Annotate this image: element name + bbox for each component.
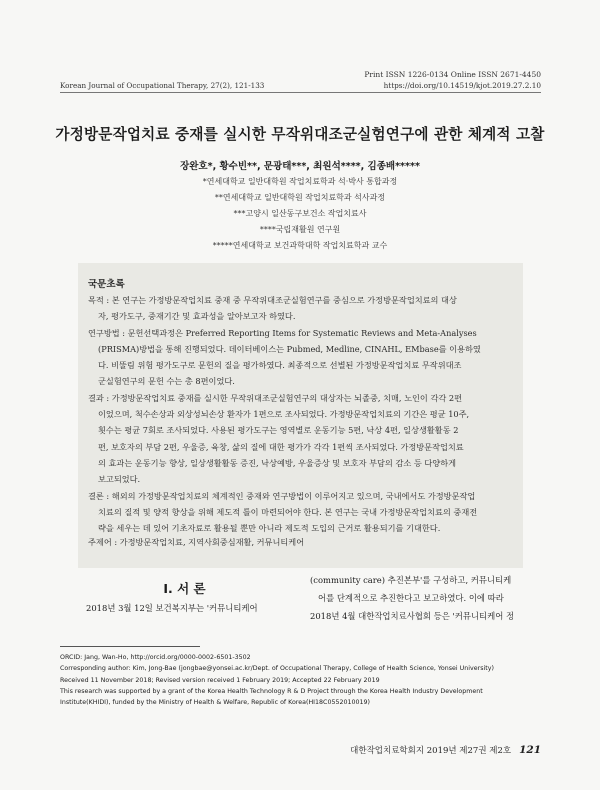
- affiliation-4: ****국립재활원 연구원: [259, 225, 341, 234]
- funding-note: This research was supported by a grant of the Korea Health Technology R & D Project through the Korea Health Industry Development: [60, 687, 483, 695]
- abstract-line: 의 효과는 운동기능 향상, 일상생활활동 증진, 낙상예방, 우울증상 및 보호자 부담의 감소 등 다양하게: [98, 457, 457, 468]
- affiliation-2: **연세대학교 일반대학원 작업치료학과 석사과정: [214, 193, 386, 202]
- paper-title: 가정방문작업치료 중재를 실시한 무작위대조군실험연구에 관한 체계적 고찰: [55, 126, 545, 143]
- intro-left-column: 2018년 3월 12일 보건복지부는 '커뮤니티케어: [86, 603, 258, 613]
- abstract-line: 략을 세우는 데 있어 기초자료로 활용될 뿐만 아니라 제도적 도입의 근거로 활용되기를 기대한다.: [98, 523, 441, 534]
- abstract-line: 목적 : 본 연구는 가정방문작업치료 중재 중 무작위대조군실험연구를 중심으로 가정방문작업치료의 대상: [88, 295, 457, 305]
- doi-link[interactable]: https://doi.org/10.14519/kjot.2019.27.2.10: [383, 81, 541, 90]
- affiliation-5: *****연세대학교 보건과학대학 작업치료학과 교수: [212, 241, 388, 250]
- issn-line: Print ISSN 1226-0134 Online ISSN 2671-4450: [364, 70, 541, 79]
- corresponding-author-note: Corresponding author: Kim, Jong-Bae (jongbae@yonsei.ac.kr/Dept. of Occupational Therapy, College of Health Science, Yonsei University): [60, 665, 494, 673]
- affiliation-3: ***고양시 일산동구보건소 작업치료사: [233, 209, 367, 218]
- abstract-line: 군실험연구의 문헌 수는 총 8편이었다.: [98, 376, 235, 387]
- abstract-line: 편, 보호자의 부담 2편, 우울증, 육창, 삶의 질에 대한 평가가 각각 1편씩 조사되었다. 가정방문작업치료: [98, 441, 464, 452]
- journal-citation: Korean Journal of Occupational Therapy, 27(2), 121-133: [60, 81, 265, 90]
- author-list: 장완호*, 황수빈**, 문광태***, 최원석****, 김종배*****: [180, 161, 420, 172]
- abstract-line: 이었으며, 척수손상과 외상성뇌손상 환자가 1편으로 조사되었다. 가정방문작업치료의 기간은 평균 10주,: [98, 409, 470, 420]
- abstract-line: 자, 평가도구, 중재기간 및 효과성을 알아보고자 하였다.: [98, 311, 296, 322]
- abstract-line: 연구방법 : 문헌선택과정은 Preferred Reporting Items for Systematic Reviews and Meta-Analyses: [88, 327, 477, 338]
- abstract-heading: 국문초록: [88, 279, 125, 290]
- abstract-line: 결론 : 해외의 가정방문작업치료의 체계적인 중재와 연구방법이 이루어지고 있으며, 국내에서도 가정방문작업: [88, 490, 476, 501]
- page-number: 121: [519, 744, 541, 756]
- abstract-line: 보고되었다.: [98, 474, 141, 485]
- abstract-line: 횟수는 평균 7회로 조사되었다. 사용된 평가도구는 영역별로 운동기능 5편, 낙상 4편, 일상생활활동 2: [98, 425, 459, 436]
- section-heading: Ⅰ. 서 론: [163, 581, 206, 596]
- abstract-line: 결과 : 가정방문작업치료 중재를 실시한 무작위대조군실험연구의 대상자는 뇌졸중, 치매, 노인이 각각 2편: [88, 392, 462, 403]
- received-dates-note: Received 11 November 2018; Revised version received 1 February 2019; Accepted 22 February 2019: [60, 676, 380, 684]
- body-line: 어를 단계적으로 추진한다고 보고하였다. 이에 따라: [318, 593, 504, 603]
- intro-right-column: [310, 571, 524, 625]
- orcid-note: ORCID: Jang, Wan-Ho, http://orcid.org/0000-0002-6501-3502: [60, 654, 251, 661]
- affiliation-1: *연세대학교 일반대학원 작업치료학과 석·박사 통합과정: [202, 177, 398, 186]
- abstract-body: [88, 292, 512, 536]
- footnote-rule: [60, 646, 200, 647]
- body-line: (community care) 추진본부'를 구성하고, 커뮤니티케: [310, 575, 512, 585]
- footer-journal: 대한작업치료학회지 2019년 제27권 제2호: [350, 746, 512, 756]
- header-rule: [60, 92, 541, 93]
- footnotes: [60, 652, 550, 708]
- keywords: 주제어 : 가정방문작업치료, 지역사회중심재활, 커뮤니티케어: [88, 537, 305, 547]
- funding-note-cont: Institute(KHIDI), funded by the Ministry of Health & Welfare, Republic of Korea(HI18C0552010019): [60, 699, 370, 707]
- abstract-line: (PRISMA)방법을 통해 진행되었다. 데이터베이스는 Pubmed, Medline, CINAHL, EMbase를 이용하였: [98, 343, 481, 354]
- abstract-line: 치료의 질적 및 양적 향상을 위해 제도적 틀이 마련되어야 한다. 본 연구는 국내 가정방문작업치료의 중재전: [98, 506, 478, 517]
- body-line: 2018년 4월 대한작업치료사협회 등은 '커뮤니티케어 정: [310, 611, 515, 621]
- page-footer: [350, 744, 541, 756]
- abstract-line: 다. 비뚤림 위험 평가도구로 문헌의 질을 평가하였다. 최종적으로 선별된 가정방문작업치료 무작위대조: [98, 360, 462, 371]
